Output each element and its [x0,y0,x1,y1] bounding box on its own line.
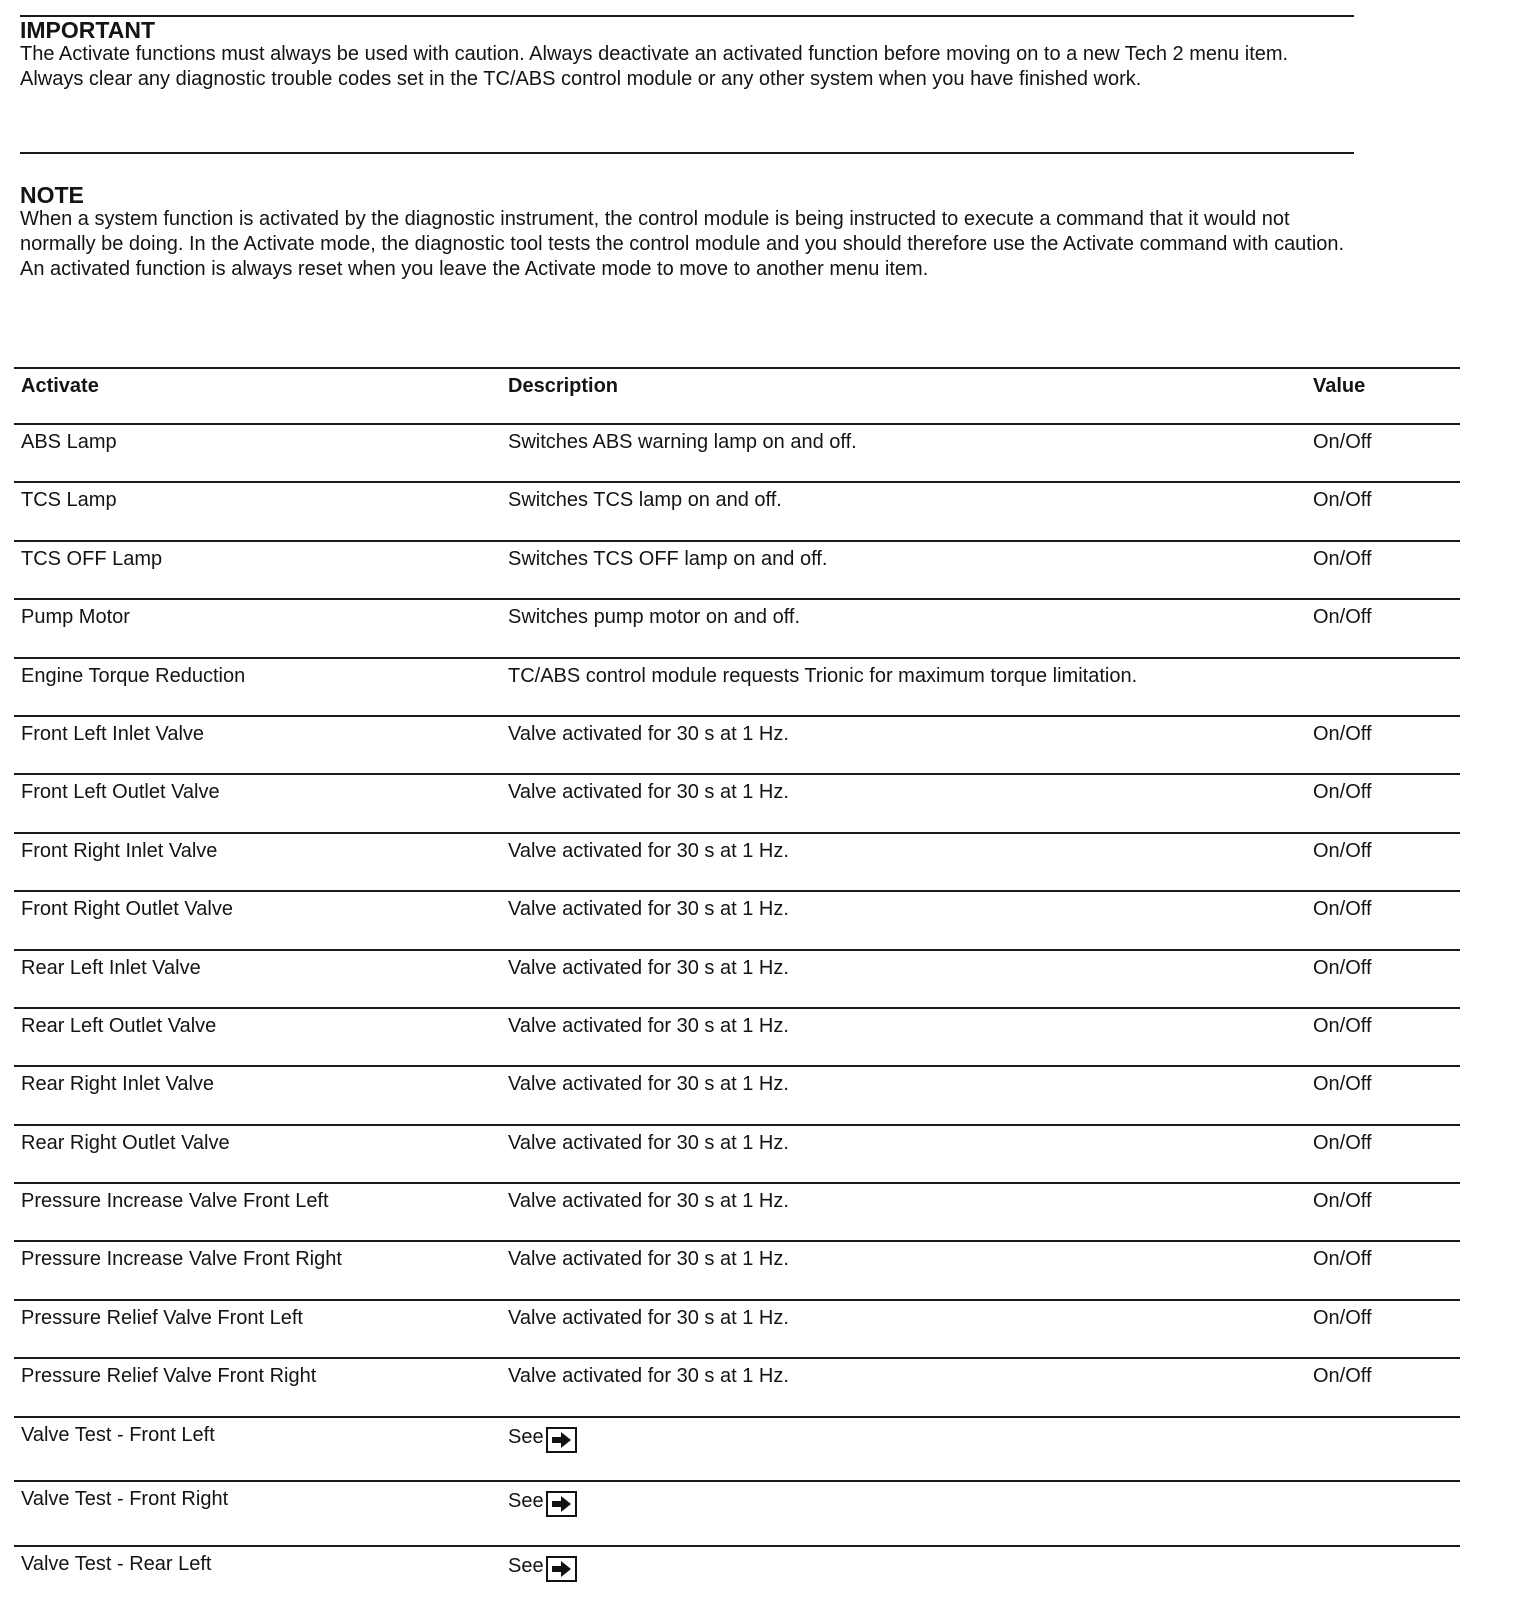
row-description: Valve activated for 30 s at 1 Hz. [508,781,789,804]
row-value: On/Off [1313,898,1372,921]
row-value: On/Off [1313,1306,1372,1329]
row-activate: Pressure Relief Valve Front Left [21,1306,303,1329]
see-reference-link[interactable] [508,1423,577,1449]
table-row [14,1007,1460,1065]
table-row-see-reference [14,1416,1460,1481]
row-value: On/Off [1313,1248,1372,1271]
table-header [14,367,1460,423]
arrow-right-icon[interactable] [546,1556,577,1582]
table-row [14,540,1460,598]
row-description: Valve activated for 30 s at 1 Hz. [508,1248,789,1271]
row-description: Valve activated for 30 s at 1 Hz. [508,839,789,862]
row-description: Valve activated for 30 s at 1 Hz. [508,956,789,979]
row-description: TC/ABS control module requests Trionic for maximum torque limitation. [508,664,1138,687]
row-value: On/Off [1313,781,1372,804]
row-description: Valve activated for 30 s at 1 Hz. [508,1014,789,1037]
row-value: On/Off [1313,606,1372,629]
top-rule [20,15,1354,17]
row-description: Valve activated for 30 s at 1 Hz. [508,1131,789,1154]
row-activate: Front Right Outlet Valve [21,898,233,921]
table-row [14,715,1460,773]
row-value: On/Off [1313,1073,1372,1096]
row-description: Switches ABS warning lamp on and off. [508,431,857,453]
row-value: On/Off [1313,956,1372,979]
row-activate: TCS OFF Lamp [21,547,163,570]
row-activate: Valve Test - Rear Left [21,1552,212,1575]
row-activate: Engine Torque Reduction [21,664,246,687]
row-activate: TCS Lamp [21,489,117,512]
row-activate: Front Left Inlet Valve [21,722,205,745]
row-value: On/Off [1313,722,1372,745]
table-row [14,598,1460,656]
arrow-right-icon[interactable] [546,1427,577,1453]
row-activate: Pressure Relief Valve Front Right [21,1365,317,1388]
row-description: Valve activated for 30 s at 1 Hz. [508,1306,789,1329]
row-description: Valve activated for 30 s at 1 Hz. [508,1073,789,1096]
see-label: See [508,1490,544,1513]
row-value: On/Off [1313,547,1372,570]
row-activate: Front Left Outlet Valve [21,781,220,804]
table-row-see-reference [14,1545,1460,1609]
row-activate: ABS Lamp [21,431,117,453]
table-row [14,1299,1460,1357]
header-description: Description [508,375,619,397]
row-description: Valve activated for 30 s at 1 Hz. [508,1190,789,1213]
row-activate: Pressure Increase Valve Front Left [21,1190,329,1213]
table-row [14,1124,1460,1182]
section-divider-rule [20,152,1354,154]
table-row [14,1065,1460,1123]
row-description: Valve activated for 30 s at 1 Hz. [508,898,789,921]
see-label: See [508,1425,544,1448]
row-description: Switches TCS OFF lamp on and off. [508,547,828,570]
row-activate: Pump Motor [21,606,130,629]
table-row [14,657,1460,715]
note-block [20,183,1350,282]
row-description: Valve activated for 30 s at 1 Hz. [508,1365,789,1388]
important-heading: IMPORTANT [20,17,156,43]
header-value: Value [1313,375,1366,397]
table-row [14,949,1460,1007]
table-row [14,1357,1460,1415]
table-row [14,832,1460,890]
row-activate: Rear Left Outlet Valve [21,1014,217,1037]
row-value: On/Off [1313,839,1372,862]
table-row [14,1240,1460,1298]
see-label: See [508,1554,544,1577]
row-value: On/Off [1313,489,1372,512]
important-block [20,18,1350,92]
row-value: On/Off [1313,431,1372,453]
table-row [14,1182,1460,1240]
see-reference-link[interactable] [508,1487,577,1513]
note-text: When a system function is activated by the diagnostic instrument, the control module is being instructed to execute a command that it would not normally be doing. In the Activate mode, the diagnostic tool tests the control module and you should therefore use the Activate command with caution. An activated function is always reset when you leave the Activate mode to move to another menu item. [20,208,1345,280]
row-description: Switches TCS lamp on and off. [508,489,782,512]
row-activate: Rear Right Outlet Valve [21,1131,230,1154]
arrow-right-icon[interactable] [546,1491,577,1517]
see-reference-link[interactable] [508,1552,577,1578]
row-value: On/Off [1313,1190,1372,1213]
header-activate: Activate [21,375,99,397]
row-activate: Rear Right Inlet Valve [21,1073,215,1096]
row-activate: Front Right Inlet Valve [21,839,218,862]
table-row [14,423,1460,481]
important-text: The Activate functions must always be used with caution. Always deactivate an activated function before moving on to a new Tech 2 menu item. Always clear any diagnostic trouble codes set in the TC/ABS control module or any other system when you have finished work. [20,43,1289,90]
row-activate: Pressure Increase Valve Front Right [21,1248,342,1271]
table-row-see-reference [14,1480,1460,1545]
row-activate: Rear Left Inlet Valve [21,956,201,979]
row-description: Switches pump motor on and off. [508,606,801,629]
note-heading: NOTE [20,182,84,208]
row-value: On/Off [1313,1365,1372,1388]
table-row [14,890,1460,948]
table-row [14,481,1460,539]
table-row [14,773,1460,831]
row-description: Valve activated for 30 s at 1 Hz. [508,722,789,745]
row-value: On/Off [1313,1131,1372,1154]
row-activate: Valve Test - Front Right [21,1488,229,1511]
activate-table [14,367,1460,1609]
row-value: On/Off [1313,1014,1372,1037]
row-activate: Valve Test - Front Left [21,1423,215,1446]
